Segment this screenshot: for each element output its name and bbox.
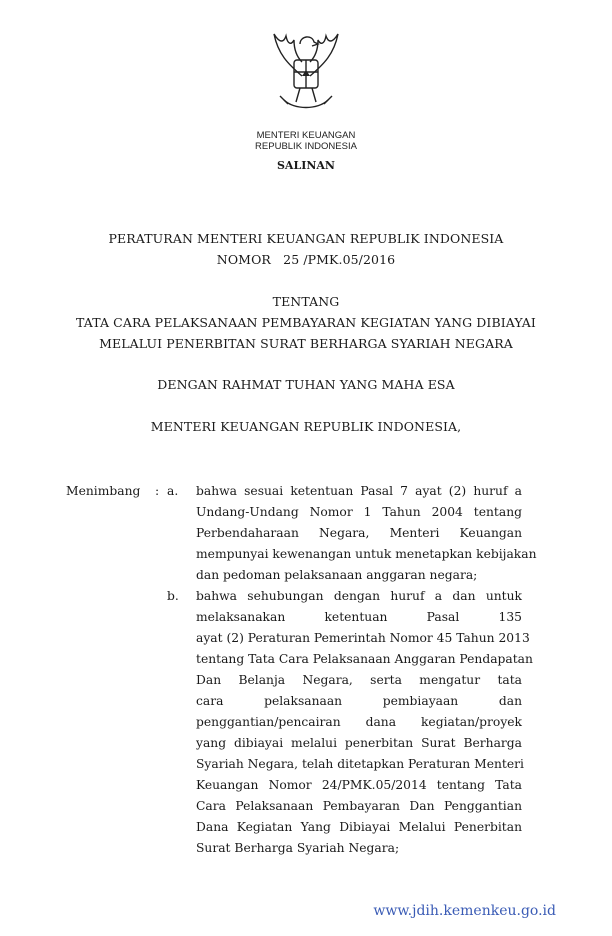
item-line: Dana Kegiatan Yang Dibiayai Melalui Penerbitan	[196, 820, 522, 834]
item-a-marker: a.	[167, 484, 179, 498]
letterhead-country: REPUBLIK INDONESIA	[255, 141, 357, 152]
invocation: DENGAN RAHMAT TUHAN YANG MAHA ESA	[157, 377, 455, 392]
item-line: Surat Berharga Syariah Negara;	[196, 841, 400, 855]
item-line: bahwa sesuai ketentuan Pasal 7 ayat (2) huruf a	[196, 484, 522, 498]
salinan-stamp: SALINAN	[276, 159, 335, 172]
menimbang-label: Menimbang	[66, 484, 141, 498]
item-line: Cara Pelaksanaan Pembayaran Dan Penggantian	[196, 799, 522, 813]
item-line: penggantian/pencairan dana kegiatan/proyek	[196, 715, 522, 729]
menimbang-colon: :	[155, 484, 160, 498]
tentang-heading: TENTANG	[272, 294, 340, 309]
item-line: bahwa sehubungan dengan huruf a dan untuk	[196, 589, 522, 603]
garuda-emblem-icon	[258, 24, 354, 124]
subject-line-2: MELALUI PENERBITAN SURAT BERHARGA SYARIAH NEGARA	[99, 336, 513, 351]
item-line: melaksanakan ketentuan Pasal 135	[196, 610, 522, 624]
item-line: ayat (2) Peraturan Pemerintah Nomor 45 Tahun 2013	[196, 631, 530, 645]
item-b-marker: b.	[167, 589, 179, 603]
regulation-title: PERATURAN MENTERI KEUANGAN REPUBLIK INDONESIA	[108, 231, 504, 246]
website-link[interactable]: www.jdih.kemenkeu.go.id	[373, 903, 556, 919]
item-line: cara pelaksanaan pembiayaan dan	[196, 694, 522, 708]
regulation-number: NOMOR 25 /PMK.05/2016	[216, 252, 396, 267]
item-line: dan pedoman pelaksanaan anggaran negara;	[196, 568, 478, 582]
item-line: Perbendaharaan Negara, Menteri Keuangan	[196, 526, 522, 540]
item-line: Dan Belanja Negara, serta mengatur tata	[196, 673, 522, 687]
item-line: tentang Tata Cara Pelaksanaan Anggaran Pendapatan	[196, 652, 533, 666]
item-line: Syariah Negara, telah ditetapkan Peraturan Menteri	[196, 757, 524, 771]
item-line: yang dibiayai melalui penerbitan Surat Berharga	[196, 736, 522, 750]
subject-line-1: TATA CARA PELAKSANAAN PEMBAYARAN KEGIATAN YANG DIBIAYAI	[76, 315, 536, 330]
item-line: Keuangan Nomor 24/PMK.05/2014 tentang Tata	[196, 778, 522, 792]
letterhead-ministry: MENTERI KEUANGAN	[256, 130, 356, 141]
authority: MENTERI KEUANGAN REPUBLIK INDONESIA,	[150, 419, 462, 434]
item-line: mempunyai kewenangan untuk menetapkan kebijakan	[196, 547, 537, 561]
item-line: Undang-Undang Nomor 1 Tahun 2004 tentang	[196, 505, 522, 519]
